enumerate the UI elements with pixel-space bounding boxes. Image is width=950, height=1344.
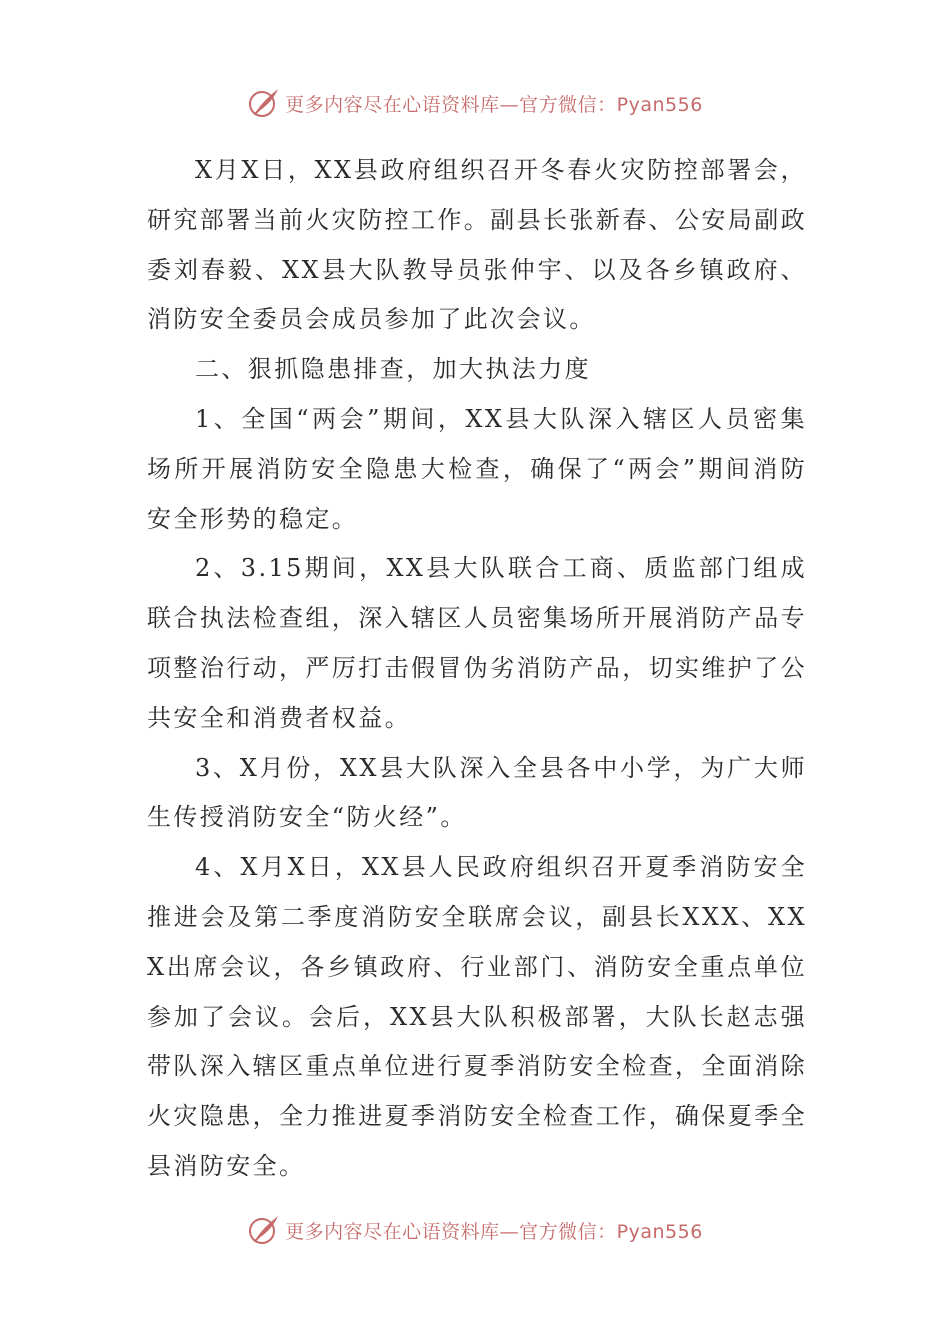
wechat-id: Pyan556 (616, 1220, 703, 1243)
paragraph-intro: X月X日，XX县政府组织召开冬春火灾防控部署会，研究部署当前火灾防控工作。副县长张新春、公安局副政委刘春毅、XX县大队教导员张仲宇、以及各乡镇政府、消防安全委员会成员参加了此次会议。 (147, 156, 807, 334)
footer-banner (0, 1210, 950, 1250)
paragraph-item-2: 2、3.15期间，XX县大队联合工商、质监部门组成联合执法检查组，深入辖区人员密集场所开展消防产品专项整治行动，严厉打击假冒伪劣消防产品，切实维护了公共安全和消费者权益。 (147, 554, 807, 732)
footer-banner-text: 更多内容尽在心语资料库—官方微信：Pyan556 (285, 1220, 703, 1243)
document-body (147, 146, 807, 1192)
header-banner (0, 83, 950, 123)
section-heading: 二、狠抓隐患排查，加大执法力度 (195, 355, 591, 384)
quill-pen-logo-icon (247, 1213, 281, 1247)
quill-pen-logo-icon (247, 86, 281, 120)
paragraph-item-1: 1、全国“两会”期间，XX县大队深入辖区人员密集场所开展消防安全隐患大检查，确保了“两会”期间消防安全形势的稳定。 (147, 404, 807, 533)
paragraph-item-3: 3、X月份，XX县大队深入全县各中小学，为广大师生传授消防安全“防火经”。 (147, 753, 807, 832)
paragraph-item-4: 4、X月X日，XX县人民政府组织召开夏季消防安全推进会及第二季度消防安全联席会议，副县长XXX、XXX出席会议，各乡镇政府、行业部门、消防安全重点单位参加了会议。会后，XX县大队积极部署，大队长赵志强带队深入辖区重点单位进行夏季消防安全检查，全面消除火灾隐患，全力推进夏季消防安全检查工作，确保夏季全县消防安全。 (147, 853, 807, 1180)
wechat-id: Pyan556 (616, 93, 703, 116)
header-banner-text: 更多内容尽在心语资料库—官方微信：Pyan556 (285, 93, 703, 116)
